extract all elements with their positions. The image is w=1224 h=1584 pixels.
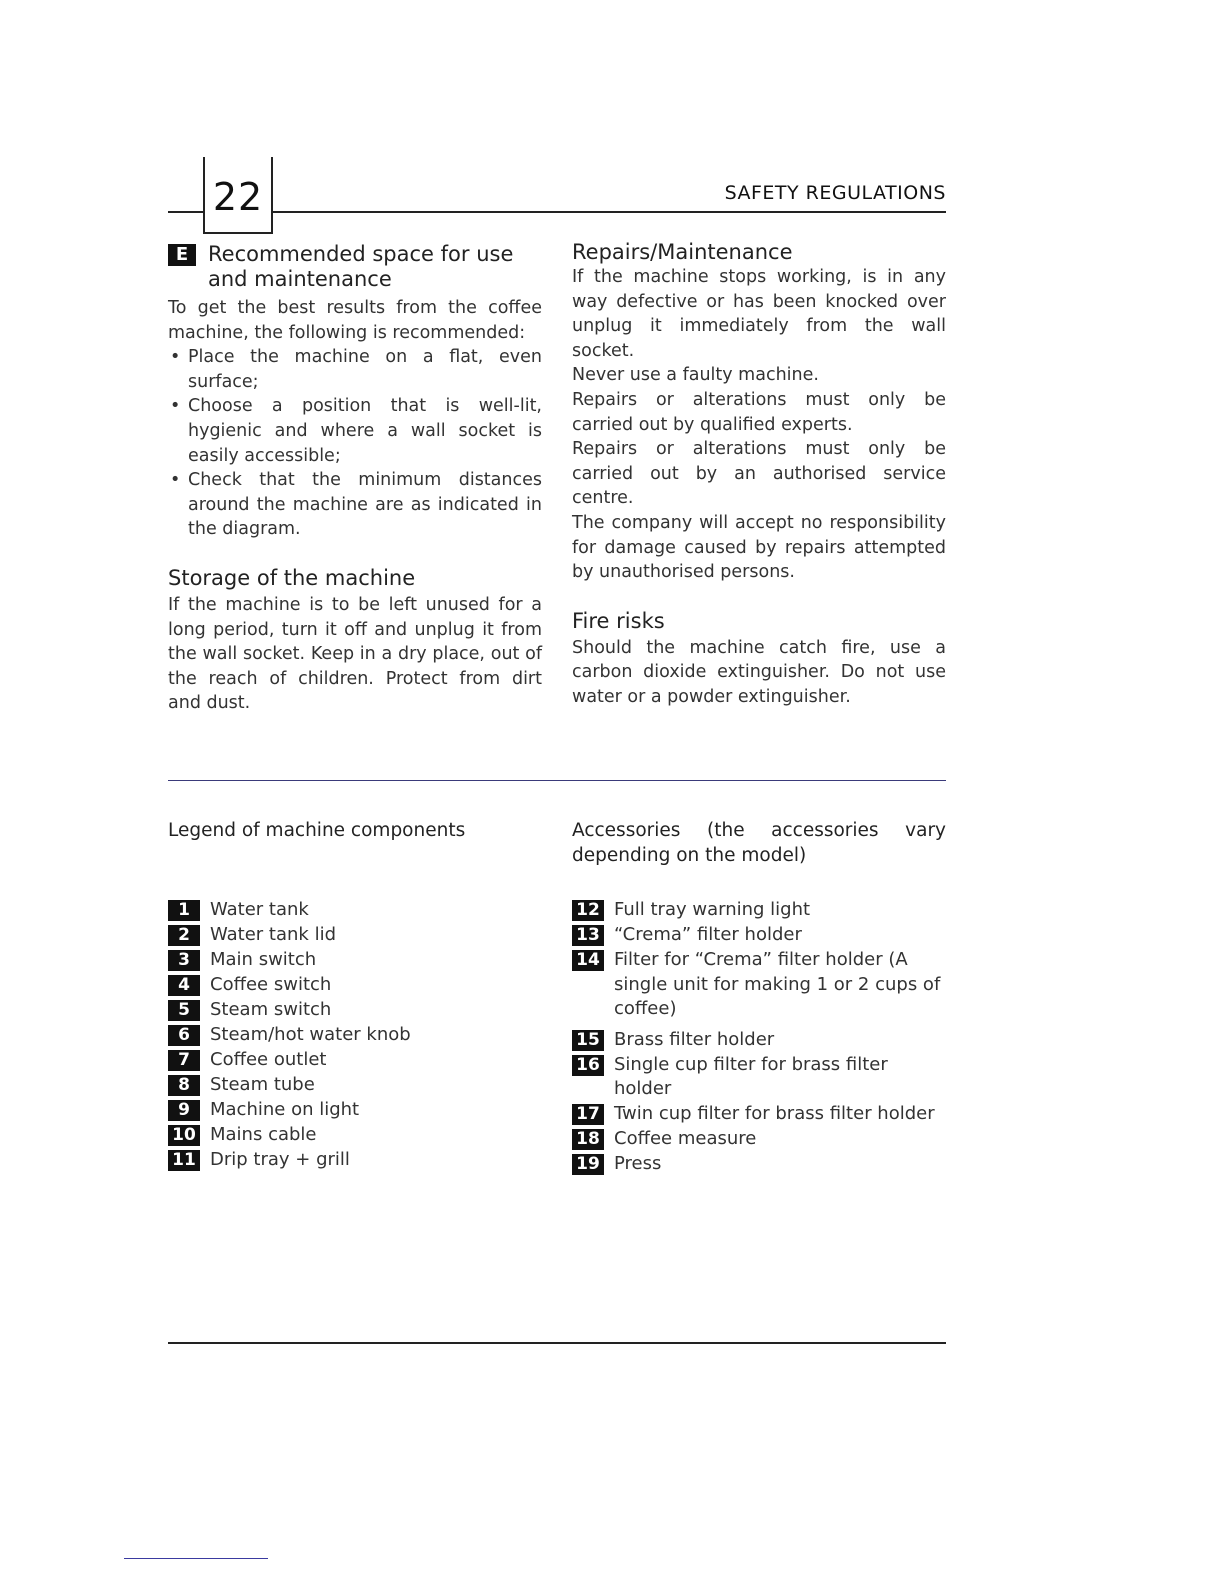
number-badge: 10: [168, 1125, 200, 1146]
fire-text: Should the machine catch fire, use a carbon dioxide extinguisher. Do not use water or a powder extinguisher.: [572, 637, 946, 707]
number-badge: 18: [572, 1129, 604, 1150]
bottom-rule: [168, 1342, 946, 1344]
legend-list: [168, 898, 542, 1173]
item-label: Machine on light: [210, 1099, 360, 1120]
list-item: [572, 1053, 946, 1102]
list-item: [168, 1048, 542, 1073]
list-item: • Check that the minimum distances around the machine are as indicated in the diagram.: [168, 468, 542, 542]
list-item: [168, 1023, 542, 1048]
accessories-title: Accessories (the accessories vary depending on the model): [572, 820, 946, 866]
recommended-title: Recommended space for use and maintenance: [208, 242, 514, 291]
repairs-paragraph: Never use a faulty machine.: [572, 365, 819, 386]
number-badge: 2: [168, 925, 200, 946]
recommended-intro: To get the best results from the coffee machine, the following is recommended:: [168, 298, 542, 343]
number-badge: 17: [572, 1104, 604, 1125]
right-column: [572, 240, 946, 710]
item-label: Full tray warning light: [614, 899, 811, 920]
list-item: [168, 998, 542, 1023]
item-label: Coffee measure: [614, 1128, 757, 1149]
accessories-list: [572, 898, 946, 1177]
item-label: Coffee outlet: [210, 1049, 327, 1070]
repairs-paragraph: Repairs or alterations must only be carried out by qualified experts.: [572, 389, 946, 435]
storage-text: If the machine is to be left unused for a long period, turn it off and unplug it from the wall socket. Keep in a dry place, out of the reach of children. Protect from dirt and dust.: [168, 594, 542, 714]
item-label: “Crema” filter holder: [614, 924, 802, 945]
list-item: • Place the machine on a flat, even surface;: [168, 345, 542, 394]
repairs-title: Repairs/Maintenance: [572, 240, 793, 264]
item-label: Mains cable: [210, 1124, 317, 1145]
list-item: [572, 898, 946, 923]
list-item: [572, 1152, 946, 1177]
item-label: Steam tube: [210, 1074, 315, 1095]
item-label: Steam switch: [210, 999, 332, 1020]
left-column: [168, 242, 542, 716]
item-label: Coffee switch: [210, 974, 332, 995]
list-item: [572, 1028, 946, 1053]
item-label: Water tank: [210, 899, 309, 920]
item-label: Brass filter holder: [614, 1028, 775, 1050]
number-badge: 8: [168, 1075, 200, 1096]
number-badge: 15: [572, 1030, 604, 1051]
legend-title: Legend of machine components: [168, 820, 466, 841]
item-label: Steam/hot water knob: [210, 1024, 411, 1045]
list-item: [168, 1148, 542, 1173]
item-label: Water tank lid: [210, 924, 336, 945]
storage-title: Storage of the machine: [168, 565, 416, 590]
list-item: [572, 1127, 946, 1152]
number-badge: 7: [168, 1050, 200, 1071]
item-label: Drip tray + grill: [210, 1149, 350, 1170]
number-badge: 1: [168, 900, 200, 921]
list-item: [168, 1098, 542, 1123]
number-badge: 4: [168, 975, 200, 996]
list-item: [168, 898, 542, 923]
list-item: • Choose a position that is well-lit, hygienic and where a wall socket is easily accessible;: [168, 394, 542, 468]
list-item: [572, 1102, 946, 1127]
item-label: Filter for “Crema” filter holder (A single unit for making 1 or 2 cups of coffee): [614, 949, 941, 1019]
number-badge: 11: [168, 1150, 200, 1171]
number-badge: 5: [168, 1000, 200, 1021]
divider-rule: [168, 780, 946, 781]
accessories-section: [572, 818, 946, 1177]
number-badge: 14: [572, 950, 604, 971]
section-badge: E: [168, 244, 196, 266]
list-item: [168, 1073, 542, 1098]
number-badge: 12: [572, 900, 604, 921]
list-item: [168, 923, 542, 948]
section-title: SAFETY REGULATIONS: [724, 182, 946, 204]
page-number: 22: [212, 175, 264, 219]
fire-title: Fire risks: [572, 608, 665, 633]
legend-section: [168, 818, 542, 1173]
item-label: Main switch: [210, 949, 317, 970]
repairs-paragraph: The company will accept no responsibility for damage caused by repairs attempted by unauthorised persons.: [572, 512, 946, 583]
header-rule: [168, 211, 946, 213]
list-item: [168, 973, 542, 998]
list-item: [168, 948, 542, 973]
repairs-paragraph: Repairs or alterations must only be carried out by an authorised service centre.: [572, 439, 946, 509]
list-item: [572, 923, 946, 948]
number-badge: 13: [572, 925, 604, 946]
page-number-box: [203, 157, 273, 234]
item-label: Single cup filter for brass filter holder: [614, 1053, 888, 1099]
number-badge: 6: [168, 1025, 200, 1046]
list-item: [168, 1123, 542, 1148]
number-badge: 3: [168, 950, 200, 971]
number-badge: 19: [572, 1154, 604, 1175]
item-label: Press: [614, 1153, 662, 1174]
recommended-heading: [168, 242, 542, 292]
number-badge: 16: [572, 1055, 604, 1076]
recommended-list: [168, 345, 542, 542]
repairs-paragraph: If the machine stops working, is in any way defective or has been knocked over unplug it immediately from the wall socket.: [572, 267, 946, 361]
list-item: [572, 948, 946, 1022]
footer-line: [124, 1558, 268, 1559]
number-badge: 9: [168, 1100, 200, 1121]
item-label: Twin cup filter for brass filter holder: [614, 1103, 935, 1124]
